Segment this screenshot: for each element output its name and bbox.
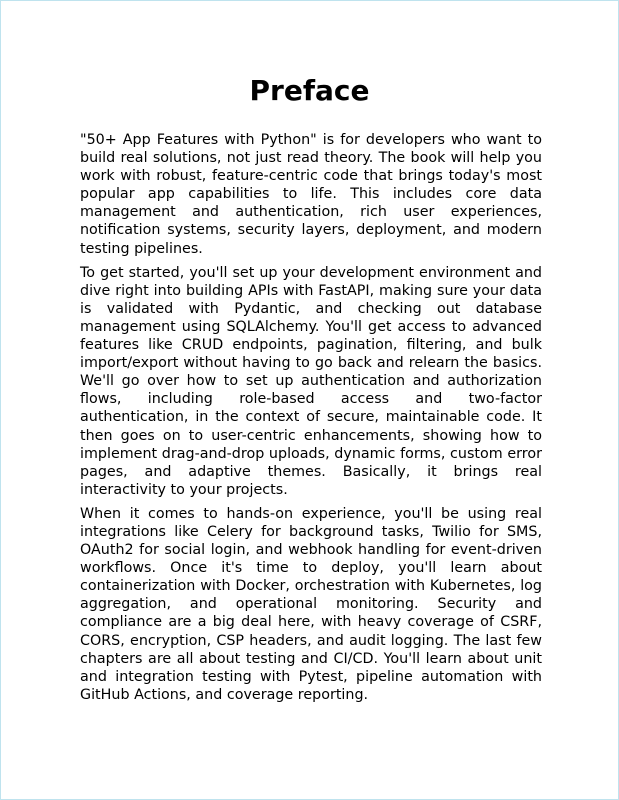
paragraph-2: To get started, you'll set up your development environment and dive right into building APIs with FastAPI, making sure your data is validated with Pydantic, and checking out database management using SQLAlchemy. You'll get access to advanced features like CRUD endpoints, pagination, filtering, and bulk import/export without having to go back and relearn the basics. We'll go over how to set up authentication and authorization flows, including role-based access and two-factor authentication, in the context of secure, maintainable code. It then goes on to user-centric enhancements, showing how to implement drag-and-drop uploads, dynamic forms, custom error pages, and adaptive themes. Basically, it brings real interactivity to your projects. [80,264,542,498]
page-title: Preface [249,74,370,107]
paragraph-1: "50+ App Features with Python" is for developers who want to build real solutions, not just read theory. The book will help you work with robust, feature-centric code that brings today's most popular app capabilities to life. This includes core data management and authentication, rich user experiences, notification systems, security layers, deployment, and modern testing pipelines. [80,132,542,257]
paragraph-3: When it comes to hands-on experience, you'll be using real integrations like Celery for background tasks, Twilio for SMS, OAuth2 for social login, and webhook handling for event-driven workflows. Once it's time to deploy, you'll learn about containerization with Docker, orchestration with Kubernetes, log aggregation, and operational monitoring. Security and compliance are a big deal here, with heavy coverage of CSRF, CORS, encryption, CSP headers, and audit logging. The last few chapters are all about testing and CI/CD. You'll learn about unit and integration testing with Pytest, pipeline automation with GitHub Actions, and coverage reporting. [80,505,542,703]
preface-body [80,131,542,710]
